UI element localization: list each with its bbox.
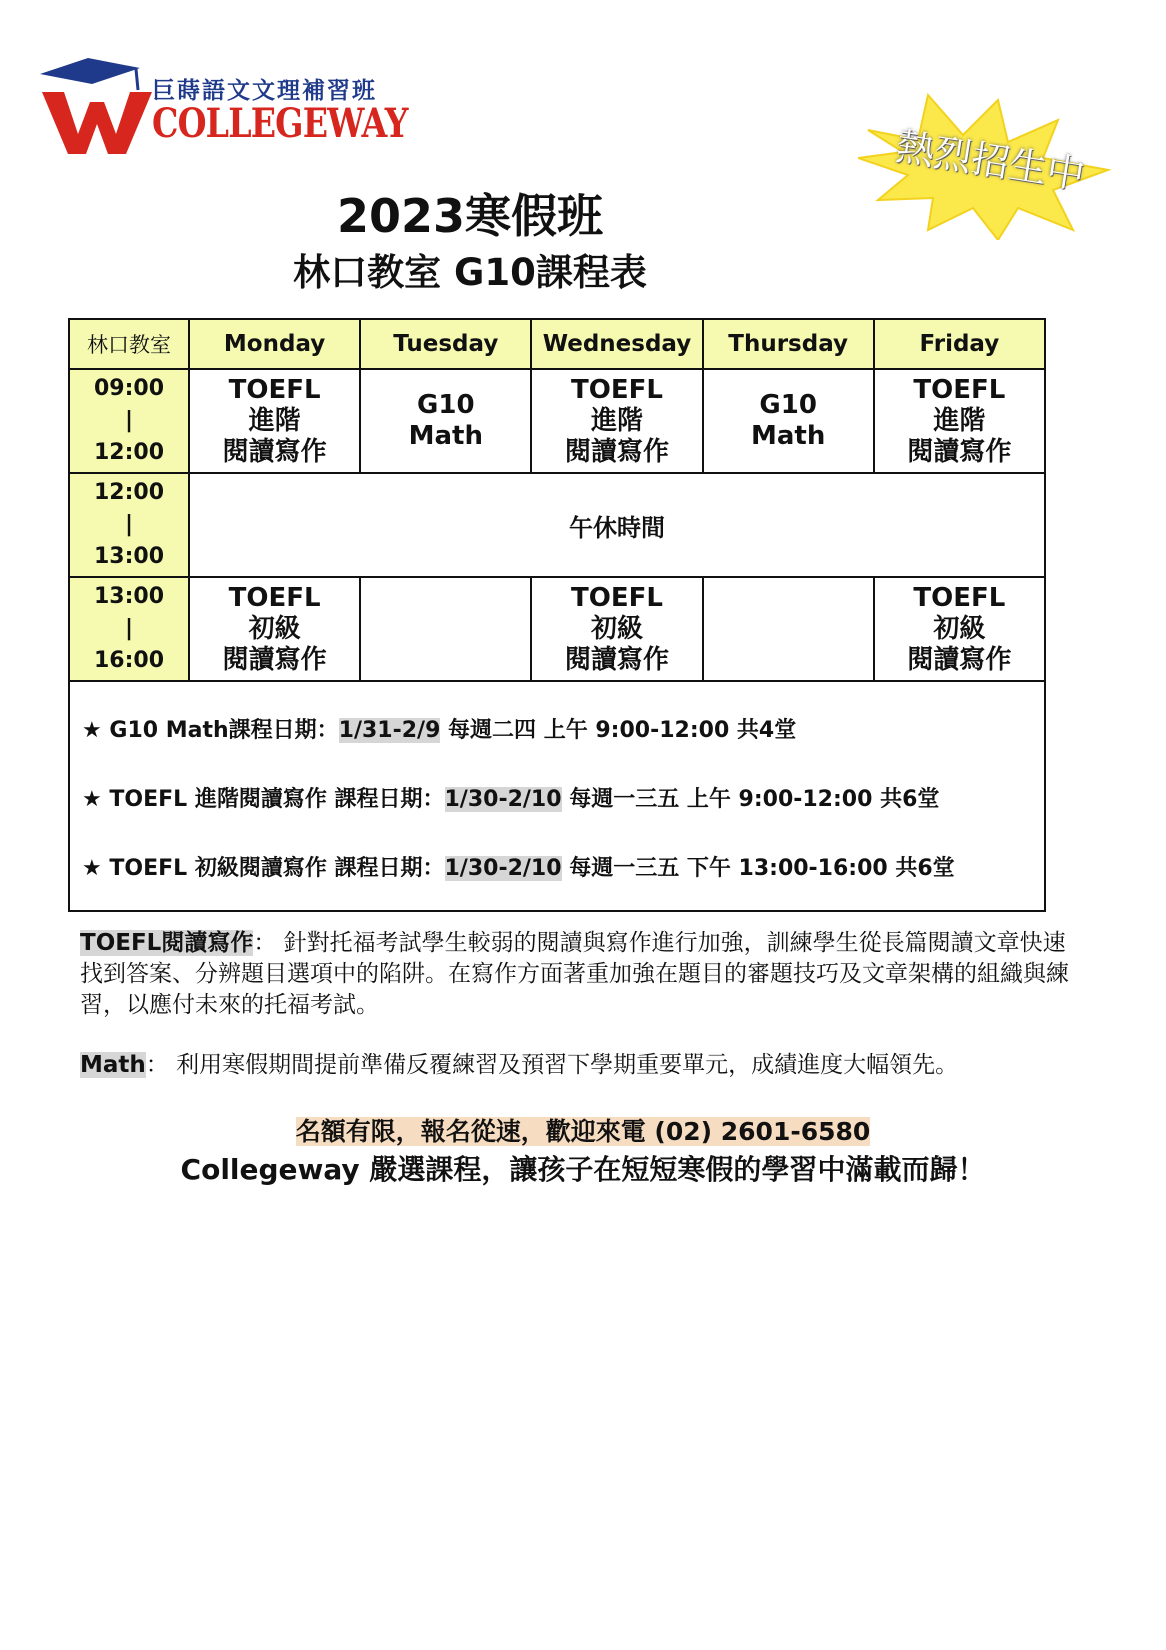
time-start: 12:00 [93, 480, 165, 505]
page-subtitle: 林口教室 G10課程表 [293, 251, 647, 294]
graduation-cap-w-icon [40, 52, 160, 162]
page-title: 2023寒假班 [336, 189, 604, 243]
date-range: 1/30-2/10 [444, 787, 562, 812]
time-end: 16:00 [93, 648, 165, 673]
header-wednesday: Wednesday [531, 319, 702, 369]
header-location: 林口教室 [69, 319, 189, 369]
collegeway-logo [40, 52, 420, 172]
toefl-description [80, 928, 1080, 1021]
contact-line [0, 1112, 1166, 1148]
time-start: 13:00 [93, 584, 165, 609]
note-g10-math: ★ G10 Math課程日期：1/31-2/9 每週二四 上午 9:00-12:00 共4堂 [82, 718, 797, 743]
cell-mon-afternoon: TOEFL 初級 閱讀寫作 [189, 577, 360, 681]
badge-text: 熱烈招生中 [893, 124, 1088, 198]
time-end: 12:00 [93, 440, 165, 465]
lunch-break-cell: 午休時間 [189, 473, 1045, 577]
table-row-morning [69, 369, 1045, 473]
time-start: 09:00 [93, 376, 165, 401]
contact-text: 名額有限，報名從速，歡迎來電 (02) 2601-6580 [295, 1117, 871, 1146]
description-text: ： 利用寒假期間提前準備反覆練習及預習下學期重要單元，成績進度大幅領先。 [145, 1052, 959, 1078]
header-thursday: Thursday [703, 319, 874, 369]
time-slot-afternoon [69, 577, 189, 681]
cell-fri-afternoon: TOEFL 初級 閱讀寫作 [874, 577, 1045, 681]
date-range: 1/30-2/10 [444, 856, 562, 881]
table-notes-row [69, 681, 1045, 911]
description-label: Math [80, 1052, 146, 1078]
date-range: 1/31-2/9 [338, 718, 441, 743]
table-row-afternoon [69, 577, 1045, 681]
cell-tue-afternoon [360, 577, 531, 681]
cell-tue-morning: G10 Math [360, 369, 531, 473]
slogan: Collegeway 嚴選課程，讓孩子在短短寒假的學習中滿載而歸！ [180, 1153, 986, 1186]
time-separator: | [124, 512, 134, 537]
time-separator: | [124, 616, 134, 641]
description-label: TOEFL閱讀寫作 [80, 930, 254, 956]
logo-english-name: COLLEGEWAY [152, 100, 408, 147]
note-toefl-advanced: ★ TOEFL 進階閱讀寫作 課程日期：1/30-2/10 每週一三五 上午 9:00-12:00 共6堂 [82, 787, 940, 812]
cell-thu-morning: G10 Math [703, 369, 874, 473]
header-friday: Friday [874, 319, 1045, 369]
header-tuesday: Tuesday [360, 319, 531, 369]
cell-thu-afternoon [703, 577, 874, 681]
schedule-table [68, 318, 1046, 912]
header-monday: Monday [189, 319, 360, 369]
logo-chinese-name: 巨蒔語文文理補習班 [152, 77, 377, 104]
table-header-row [69, 319, 1045, 369]
time-separator: | [124, 408, 134, 433]
description-text: ： 針對托福考試學生較弱的閱讀與寫作進行加強，訓練學生從長篇閱讀文章快速找到答案、分辨題目選項中的陷阱。在寫作方面著重加強在題目的審題技巧及文章架構的組織與練習，以應付未來的托福考試。 [80, 930, 1069, 1018]
time-slot-lunch [69, 473, 189, 577]
time-end: 13:00 [93, 544, 165, 569]
course-dates-notes [69, 681, 1045, 911]
cell-fri-morning: TOEFL 進階 閱讀寫作 [874, 369, 1045, 473]
cell-mon-morning: TOEFL 進階 閱讀寫作 [189, 369, 360, 473]
cell-wed-afternoon: TOEFL 初級 閱讀寫作 [531, 577, 702, 681]
cell-wed-morning: TOEFL 進階 閱讀寫作 [531, 369, 702, 473]
table-row-lunch [69, 473, 1045, 577]
math-description [80, 1050, 1080, 1081]
time-slot-morning [69, 369, 189, 473]
note-toefl-beginner: ★ TOEFL 初級閱讀寫作 課程日期：1/30-2/10 每週一三五 下午 13:00-16:00 共6堂 [82, 856, 955, 881]
